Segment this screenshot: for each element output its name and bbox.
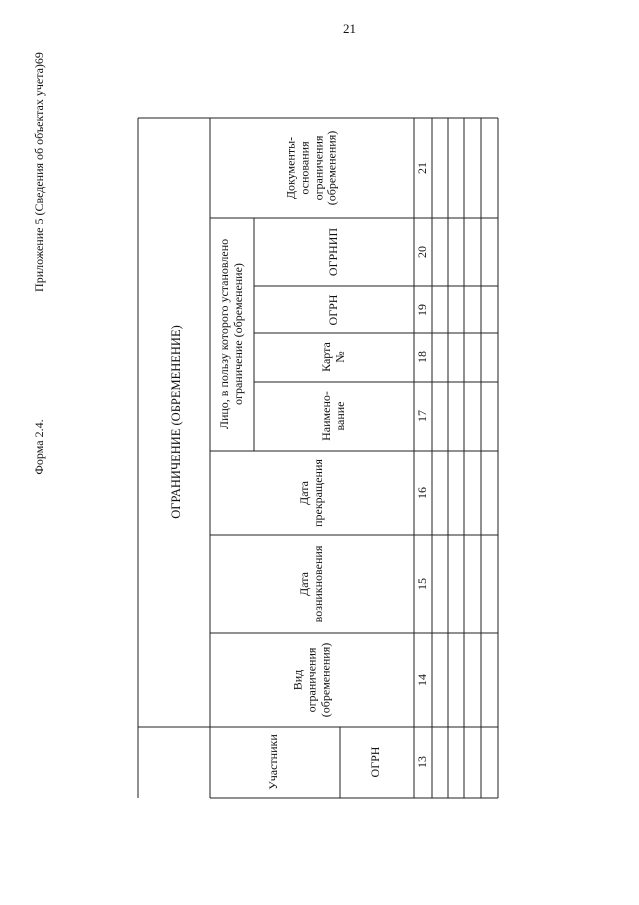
- column-number-16: 16: [415, 487, 430, 499]
- form-label: Форма 2.4.: [32, 419, 47, 475]
- name-header: Наимено- вание: [319, 391, 347, 441]
- participants-ogrn-header: ОГРН: [368, 746, 383, 778]
- column-number-17: 17: [415, 410, 430, 422]
- participants-header: Участники: [266, 734, 281, 790]
- section-title: ОГРАНИЧЕНИЕ (ОБРЕМЕНЕНИЕ): [168, 325, 183, 519]
- column-number-20: 20: [415, 246, 430, 258]
- type-header: Вид ограничения (обременения): [290, 642, 332, 718]
- end-date-header: Дата прекращения: [297, 459, 325, 527]
- column-number-21: 21: [415, 162, 430, 174]
- beneficiary-group-header: Лицо, в пользу которого установлено ограничение (обременение): [217, 238, 245, 430]
- page-number: 21: [343, 21, 356, 36]
- column-number-19: 19: [415, 304, 430, 316]
- ogrn-header: ОГРН: [326, 294, 341, 326]
- column-number-15: 15: [415, 578, 430, 590]
- ogrnip-header: ОГРНИП: [326, 227, 341, 277]
- card-header: Карта №: [319, 342, 347, 372]
- docs-header: Документы- основания ограничения (обременения): [283, 130, 339, 206]
- column-number-13: 13: [415, 756, 430, 768]
- start-date-header: Дата возникновения: [297, 545, 325, 623]
- column-number-14: 14: [415, 674, 430, 686]
- appendix-label: Приложение 5 (Сведения об объектах учета)69: [32, 52, 47, 292]
- column-number-18: 18: [415, 351, 430, 363]
